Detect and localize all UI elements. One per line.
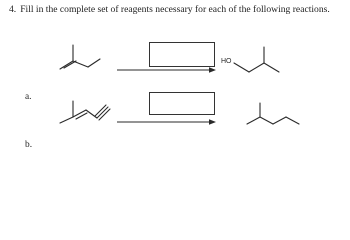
part-b-label: b. <box>25 140 33 150</box>
question-text: Fill in the complete set of reagents necessary for each of the following reactions. <box>20 4 330 15</box>
part-a-product-hydroxyl-label: HO <box>221 58 232 65</box>
question-number: 4. <box>9 4 17 15</box>
part-a-label: a. <box>25 92 32 102</box>
